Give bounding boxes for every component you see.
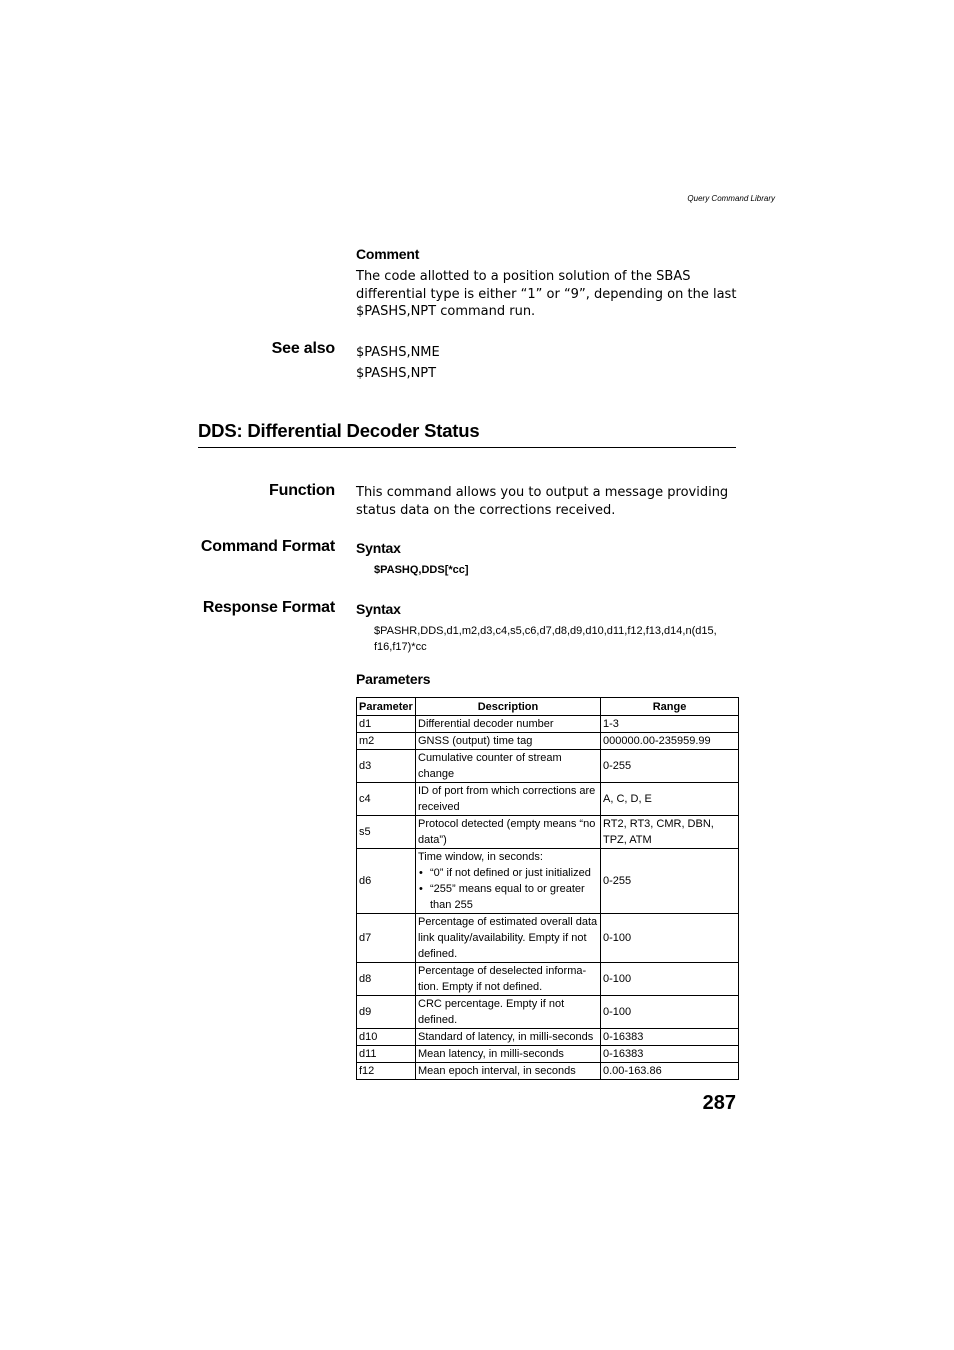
table-row xyxy=(357,1063,739,1080)
response-syntax-heading: Syntax xyxy=(356,601,401,617)
comment-line: The code allotted to a position solution of the SBAS xyxy=(356,269,691,284)
comment-line: $PASHS,NPT command run. xyxy=(356,304,536,319)
param-cell: d8 xyxy=(357,963,416,996)
comment-line: differential type is either “1” or “9”, depending on the last xyxy=(356,286,737,302)
response-format-label: Response Format xyxy=(202,599,335,616)
param-cell: d6 xyxy=(357,849,416,914)
description-cell: Percentage of deselected informa-tion. Empty if not defined. xyxy=(416,963,601,996)
table-row xyxy=(357,783,739,816)
response-syntax xyxy=(374,623,717,655)
param-cell: f12 xyxy=(357,1063,416,1080)
function-line: This command allows you to output a message providing xyxy=(356,485,729,500)
param-cell: d3 xyxy=(357,750,416,783)
table-row xyxy=(357,1029,739,1046)
column-header-description: Description xyxy=(416,698,601,716)
description-cell: Differential decoder number xyxy=(416,716,601,733)
range-cell: 0-16383 xyxy=(601,1046,739,1063)
param-cell: m2 xyxy=(357,733,416,750)
description-cell xyxy=(416,849,601,914)
comment-text xyxy=(356,268,756,321)
description-cell: Percentage of estimated overall data link quality/availability. Empty if not defined. xyxy=(416,914,601,963)
function-label: Function xyxy=(269,482,335,499)
page-number: 287 xyxy=(702,1092,736,1114)
table-row xyxy=(357,914,739,963)
section-divider xyxy=(198,447,736,448)
see-also-item: $PASHS,NPT xyxy=(356,366,437,381)
description-cell: Cumulative counter of stream change xyxy=(416,750,601,783)
range-cell: 0-255 xyxy=(601,750,739,783)
range-cell: RT2, RT3, CMR, DBN, TPZ, ATM xyxy=(601,816,739,849)
column-header-range: Range xyxy=(601,698,739,716)
table-row xyxy=(357,849,739,914)
response-syntax-line: $PASHR,DDS,d1,m2,d3,c4,s5,c6,d7,d8,d9,d10,d11,f12,f13,d14,n(d15, xyxy=(374,625,717,637)
param-cell: d10 xyxy=(357,1029,416,1046)
range-cell: 0-16383 xyxy=(601,1029,739,1046)
comment-heading: Comment xyxy=(356,246,420,262)
description-cell: Standard of latency, in milli-seconds xyxy=(416,1029,601,1046)
param-cell: c4 xyxy=(357,783,416,816)
table-row xyxy=(357,733,739,750)
param-cell: d1 xyxy=(357,716,416,733)
command-format-label: Command Format xyxy=(200,538,335,555)
function-text xyxy=(356,484,756,519)
table-row xyxy=(357,1046,739,1063)
column-header-parameter: Parameter xyxy=(357,698,416,716)
see-also-item: $PASHS,NME xyxy=(356,345,440,360)
range-cell: 0-255 xyxy=(601,849,739,914)
parameters-heading: Parameters xyxy=(356,671,431,687)
function-line: status data on the corrections received. xyxy=(356,502,616,518)
section-title: DDS: Differential Decoder Status xyxy=(198,420,480,441)
range-cell: 0-100 xyxy=(601,914,739,963)
param-cell: d7 xyxy=(357,914,416,963)
range-cell: 0-100 xyxy=(601,963,739,996)
table-row xyxy=(357,750,739,783)
description-text: Time window, in seconds: xyxy=(418,851,543,863)
description-cell: Mean epoch interval, in seconds xyxy=(416,1063,601,1080)
description-cell: GNSS (output) time tag xyxy=(416,733,601,750)
bullet-item: • “255” means equal to or greater than 255 xyxy=(418,881,598,913)
parameters-table xyxy=(356,697,739,1080)
description-cell: CRC percentage. Empty if not defined. xyxy=(416,996,601,1029)
param-cell: d9 xyxy=(357,996,416,1029)
see-also-label: See also xyxy=(271,340,335,357)
description-cell: Protocol detected (empty means “no data”) xyxy=(416,816,601,849)
table-row xyxy=(357,816,739,849)
range-cell: 1-3 xyxy=(601,716,739,733)
bullet-item: • “0” if not defined or just initialized xyxy=(418,865,598,881)
command-syntax-heading: Syntax xyxy=(356,540,401,556)
description-cell: ID of port from which corrections are received xyxy=(416,783,601,816)
table-row xyxy=(357,996,739,1029)
table-row xyxy=(357,963,739,996)
response-syntax-line: f16,f17)*cc xyxy=(374,641,427,653)
see-also-list xyxy=(356,342,440,384)
param-cell: d11 xyxy=(357,1046,416,1063)
table-row xyxy=(357,716,739,733)
range-cell: 000000.00-235959.99 xyxy=(601,733,739,750)
running-header: Query Command Library xyxy=(687,194,775,203)
range-cell: 0.00-163.86 xyxy=(601,1063,739,1080)
table-header-row xyxy=(357,698,739,716)
bullet-list xyxy=(418,865,598,913)
range-cell: 0-100 xyxy=(601,996,739,1029)
param-cell: s5 xyxy=(357,816,416,849)
range-cell: A, C, D, E xyxy=(601,783,739,816)
command-syntax: $PASHQ,DDS[*cc] xyxy=(374,564,469,576)
description-cell: Mean latency, in milli-seconds xyxy=(416,1046,601,1063)
